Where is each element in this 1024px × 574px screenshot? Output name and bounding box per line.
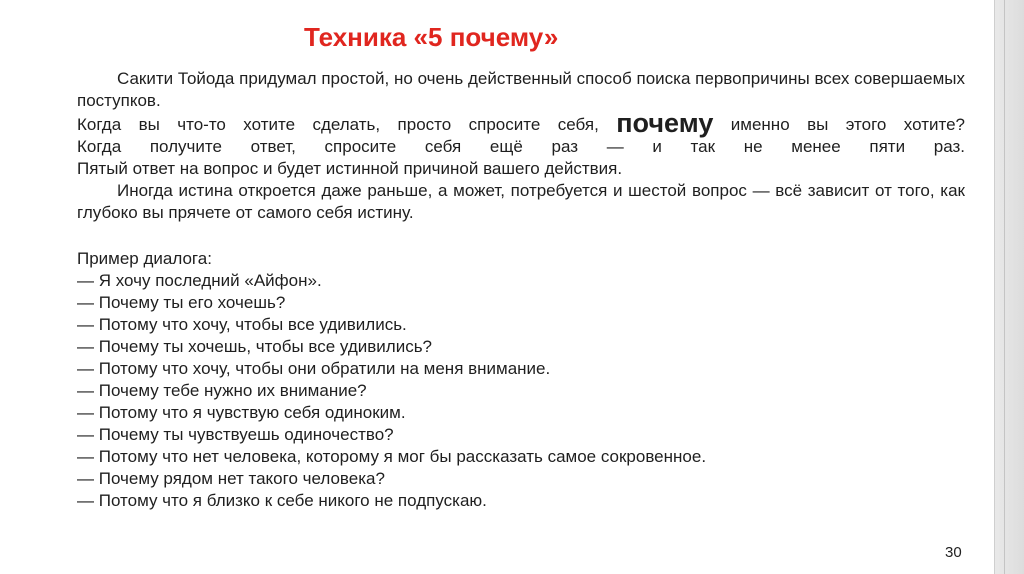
- paragraph-truth: Иногда истина откроется даже раньше, а может, потребуется и шестой вопрос — всё зависит от того, как глубоко вы прячете от самого себя истину.: [77, 181, 965, 222]
- dialog-line: — Почему тебе нужно их внимание?: [77, 381, 367, 400]
- dialog-line: — Потому что хочу, чтобы все удивились.: [77, 315, 407, 334]
- dialog-line: — Почему ты хочешь, чтобы все удивились?: [77, 337, 433, 356]
- slide-edge-line: [1004, 0, 1005, 574]
- slide-title: Техника «5 почему»: [304, 22, 559, 52]
- paragraph-question-line3: Пятый ответ на вопрос и будет истинной причиной вашего действия.: [77, 159, 623, 178]
- dialog-line: — Потому что хочу, чтобы они обратили на меня внимание.: [77, 359, 551, 378]
- paragraph-question-end: именно вы этого хотите?: [730, 115, 965, 134]
- emphasized-word: почему: [616, 108, 714, 138]
- dialog-line: — Почему ты чувствуешь одиночество?: [77, 425, 394, 444]
- spacer: [77, 224, 965, 248]
- page-number: 30: [945, 544, 962, 561]
- paragraph-question-start: Когда вы что-то хотите сделать, просто спросите себя,: [77, 115, 599, 134]
- dialog-line: — Я хочу последний «Айфон».: [77, 271, 322, 290]
- dialog-line: — Потому что я чувствую себя одиноким.: [77, 403, 406, 422]
- paragraph-question-line2: Когда получите ответ, спросите себя ещё раз — и так не менее пяти раз.: [77, 137, 965, 156]
- paragraph-question-line1: [77, 108, 965, 138]
- dialog-line: — Почему ты его хочешь?: [77, 293, 286, 312]
- dialog-line: — Потому что нет человека, которому я мог бы рассказать самое сокровенное.: [77, 447, 707, 466]
- paragraph-intro: Сакити Тойода придумал простой, но очень действенный способ поиска первопричины всех совершаемых поступков.: [77, 69, 965, 110]
- dialog-heading: Пример диалога:: [77, 249, 212, 268]
- dialog-line: — Почему рядом нет такого человека?: [77, 469, 385, 488]
- slide-edge-decoration: [994, 0, 1024, 574]
- body-text: [77, 68, 965, 512]
- dialog-line: — Потому что я близко к себе никого не подпускаю.: [77, 491, 487, 510]
